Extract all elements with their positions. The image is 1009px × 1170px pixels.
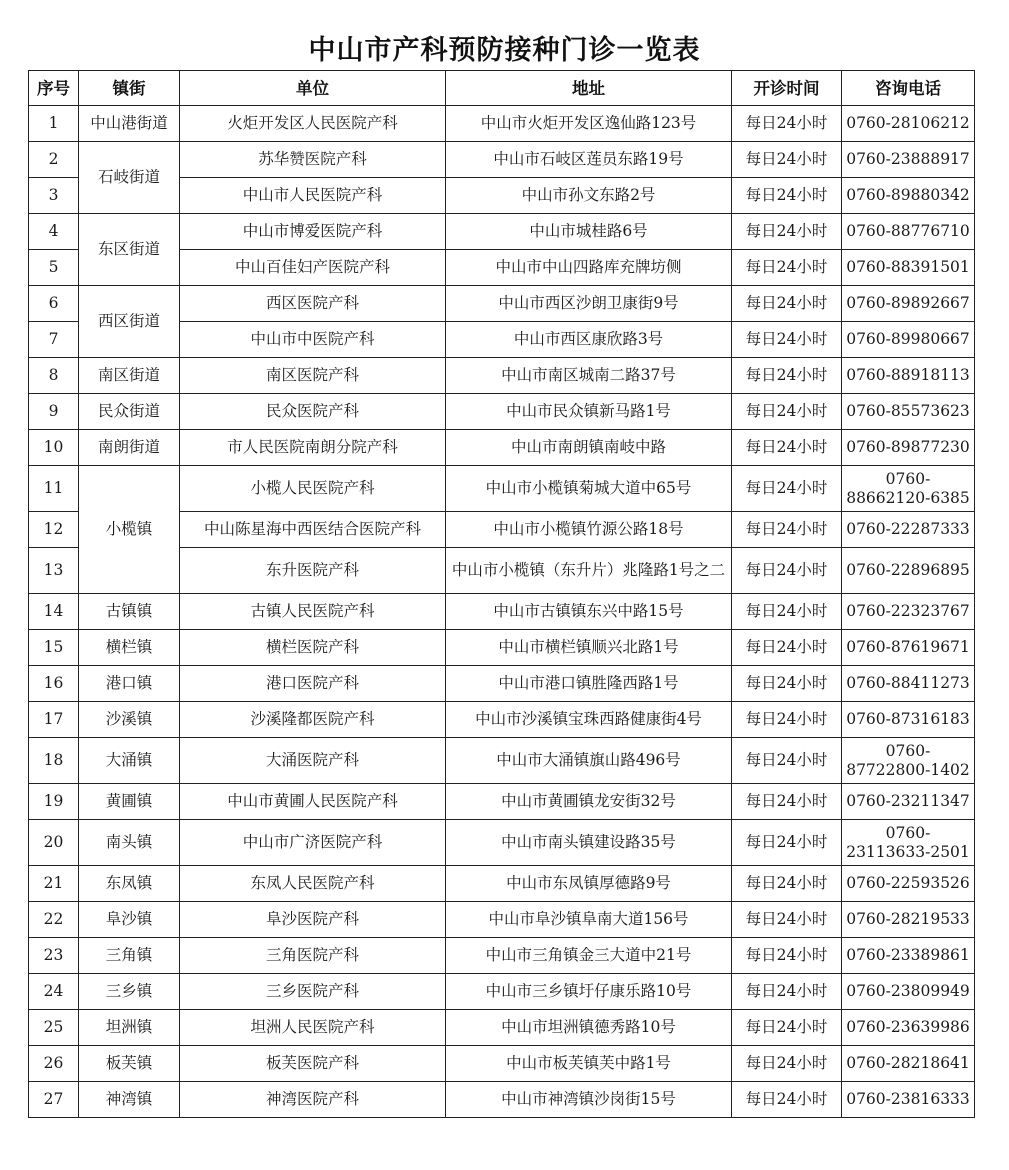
cell-no: 24 — [29, 974, 79, 1010]
cell-unit: 东升医院产科 — [180, 548, 446, 594]
cell-no: 18 — [29, 738, 79, 784]
page-title: 中山市产科预防接种门诊一览表 — [308, 35, 701, 66]
cell-no: 23 — [29, 938, 79, 974]
cell-no: 27 — [29, 1082, 79, 1118]
cell-hours: 每日24小时 — [732, 430, 842, 466]
cell-hours: 每日24小时 — [732, 594, 842, 630]
cell-unit: 大涌医院产科 — [180, 738, 446, 784]
cell-no: 22 — [29, 902, 79, 938]
cell-unit: 坦洲人民医院产科 — [180, 1010, 446, 1046]
cell-unit: 小榄人民医院产科 — [180, 466, 446, 512]
table-row — [29, 466, 975, 512]
table-row — [29, 702, 975, 738]
cell-hours: 每日24小时 — [732, 702, 842, 738]
cell-address: 中山市孙文东路2号 — [446, 178, 732, 214]
cell-address: 中山市黄圃镇龙安街32号 — [446, 784, 732, 820]
cell-unit: 市人民医院南朗分院产科 — [180, 430, 446, 466]
cell-hours: 每日24小时 — [732, 466, 842, 512]
cell-address: 中山市东凤镇厚德路9号 — [446, 866, 732, 902]
table-row — [29, 938, 975, 974]
cell-district: 大涌镇 — [79, 738, 180, 784]
cell-district: 坦洲镇 — [79, 1010, 180, 1046]
table-row — [29, 394, 975, 430]
cell-phone: 0760-22593526 — [842, 866, 975, 902]
cell-hours: 每日24小时 — [732, 666, 842, 702]
cell-hours: 每日24小时 — [732, 142, 842, 178]
cell-phone: 0760-23888917 — [842, 142, 975, 178]
table-row — [29, 430, 975, 466]
cell-hours: 每日24小时 — [732, 902, 842, 938]
cell-phone: 0760-87316183 — [842, 702, 975, 738]
cell-no: 10 — [29, 430, 79, 466]
cell-no: 11 — [29, 466, 79, 512]
cell-hours: 每日24小时 — [732, 548, 842, 594]
table-row — [29, 1082, 975, 1118]
cell-phone: 0760-23211347 — [842, 784, 975, 820]
header-no: 序号 — [29, 71, 79, 106]
cell-address: 中山市港口镇胜隆西路1号 — [446, 666, 732, 702]
cell-district: 港口镇 — [79, 666, 180, 702]
cell-unit: 苏华赞医院产科 — [180, 142, 446, 178]
cell-unit: 神湾医院产科 — [180, 1082, 446, 1118]
cell-phone: 0760-23113633-2501 — [842, 820, 975, 866]
cell-no: 25 — [29, 1010, 79, 1046]
cell-phone: 0760-88411273 — [842, 666, 975, 702]
cell-district: 东凤镇 — [79, 866, 180, 902]
cell-hours: 每日24小时 — [732, 322, 842, 358]
cell-address: 中山市小榄镇菊城大道中65号 — [446, 466, 732, 512]
cell-no: 26 — [29, 1046, 79, 1082]
cell-address: 中山市民众镇新马路1号 — [446, 394, 732, 430]
cell-unit: 火炬开发区人民医院产科 — [180, 106, 446, 142]
cell-unit: 西区医院产科 — [180, 286, 446, 322]
cell-no: 3 — [29, 178, 79, 214]
cell-address: 中山市西区沙朗卫康街9号 — [446, 286, 732, 322]
cell-address: 中山市横栏镇顺兴北路1号 — [446, 630, 732, 666]
cell-address: 中山市沙溪镇宝珠西路健康街4号 — [446, 702, 732, 738]
cell-address: 中山市神湾镇沙岗街15号 — [446, 1082, 732, 1118]
cell-phone: 0760-89980667 — [842, 322, 975, 358]
cell-no: 20 — [29, 820, 79, 866]
cell-unit: 东凤人民医院产科 — [180, 866, 446, 902]
cell-hours: 每日24小时 — [732, 938, 842, 974]
cell-unit: 民众医院产科 — [180, 394, 446, 430]
cell-address: 中山市火炬开发区逸仙路123号 — [446, 106, 732, 142]
cell-unit: 中山陈星海中西医结合医院产科 — [180, 512, 446, 548]
cell-unit: 中山市中医院产科 — [180, 322, 446, 358]
cell-phone: 0760-28106212 — [842, 106, 975, 142]
cell-district: 中山港街道 — [79, 106, 180, 142]
table-row — [29, 1010, 975, 1046]
cell-address: 中山市古镇镇东兴中路15号 — [446, 594, 732, 630]
cell-unit: 中山市黄圃人民医院产科 — [180, 784, 446, 820]
header-address: 地址 — [446, 71, 732, 106]
cell-hours: 每日24小时 — [732, 512, 842, 548]
table-row — [29, 286, 975, 322]
cell-hours: 每日24小时 — [732, 106, 842, 142]
cell-district: 民众街道 — [79, 394, 180, 430]
cell-unit: 横栏医院产科 — [180, 630, 446, 666]
cell-address: 中山市阜沙镇阜南大道156号 — [446, 902, 732, 938]
cell-hours: 每日24小时 — [732, 394, 842, 430]
cell-district: 南朗街道 — [79, 430, 180, 466]
cell-hours: 每日24小时 — [732, 1082, 842, 1118]
cell-phone: 0760-22323767 — [842, 594, 975, 630]
cell-unit: 中山市人民医院产科 — [180, 178, 446, 214]
cell-phone: 0760-28218641 — [842, 1046, 975, 1082]
cell-phone: 0760-23389861 — [842, 938, 975, 974]
cell-hours: 每日24小时 — [732, 820, 842, 866]
cell-phone: 0760-88391501 — [842, 250, 975, 286]
header-unit: 单位 — [180, 71, 446, 106]
cell-phone: 0760-28219533 — [842, 902, 975, 938]
cell-unit: 三乡医院产科 — [180, 974, 446, 1010]
cell-phone: 0760-85573623 — [842, 394, 975, 430]
table-row — [29, 738, 975, 784]
cell-address: 中山市大涌镇旗山路496号 — [446, 738, 732, 784]
cell-unit: 沙溪隆都医院产科 — [180, 702, 446, 738]
cell-district: 三角镇 — [79, 938, 180, 974]
cell-phone: 0760-88918113 — [842, 358, 975, 394]
cell-no: 7 — [29, 322, 79, 358]
cell-district: 板芙镇 — [79, 1046, 180, 1082]
cell-no: 8 — [29, 358, 79, 394]
cell-hours: 每日24小时 — [732, 214, 842, 250]
cell-no: 9 — [29, 394, 79, 430]
cell-district: 阜沙镇 — [79, 902, 180, 938]
table-row — [29, 820, 975, 866]
cell-phone: 0760-89880342 — [842, 178, 975, 214]
table-row — [29, 902, 975, 938]
cell-phone: 0760-23639986 — [842, 1010, 975, 1046]
cell-no: 17 — [29, 702, 79, 738]
cell-no: 15 — [29, 630, 79, 666]
header-hours: 开诊时间 — [732, 71, 842, 106]
clinic-table — [28, 70, 975, 1118]
cell-phone: 0760-87619671 — [842, 630, 975, 666]
table-row — [29, 866, 975, 902]
cell-no: 12 — [29, 512, 79, 548]
cell-district: 神湾镇 — [79, 1082, 180, 1118]
cell-phone: 0760-89877230 — [842, 430, 975, 466]
cell-district: 南头镇 — [79, 820, 180, 866]
cell-unit: 港口医院产科 — [180, 666, 446, 702]
table-row — [29, 666, 975, 702]
cell-district: 沙溪镇 — [79, 702, 180, 738]
cell-unit: 中山市博爱医院产科 — [180, 214, 446, 250]
cell-district: 南区街道 — [79, 358, 180, 394]
cell-unit: 南区医院产科 — [180, 358, 446, 394]
cell-hours: 每日24小时 — [732, 974, 842, 1010]
cell-no: 2 — [29, 142, 79, 178]
cell-no: 4 — [29, 214, 79, 250]
header-district: 镇街 — [79, 71, 180, 106]
cell-hours: 每日24小时 — [732, 738, 842, 784]
table-row — [29, 142, 975, 178]
header-phone: 咨询电话 — [842, 71, 975, 106]
table-row — [29, 1046, 975, 1082]
cell-district: 东区街道 — [79, 214, 180, 286]
cell-unit: 阜沙医院产科 — [180, 902, 446, 938]
cell-phone: 0760-23809949 — [842, 974, 975, 1010]
cell-no: 16 — [29, 666, 79, 702]
cell-unit: 板芙医院产科 — [180, 1046, 446, 1082]
cell-district: 三乡镇 — [79, 974, 180, 1010]
cell-address: 中山市石岐区莲员东路19号 — [446, 142, 732, 178]
cell-district: 小榄镇 — [79, 466, 180, 594]
table-row — [29, 106, 975, 142]
cell-hours: 每日24小时 — [732, 866, 842, 902]
table-row — [29, 784, 975, 820]
cell-hours: 每日24小时 — [732, 630, 842, 666]
cell-hours: 每日24小时 — [732, 178, 842, 214]
cell-hours: 每日24小时 — [732, 1010, 842, 1046]
cell-hours: 每日24小时 — [732, 250, 842, 286]
table-row — [29, 358, 975, 394]
cell-phone: 0760-23816333 — [842, 1082, 975, 1118]
cell-address: 中山市板芙镇芙中路1号 — [446, 1046, 732, 1082]
cell-hours: 每日24小时 — [732, 358, 842, 394]
table-header-row — [29, 71, 975, 106]
cell-phone: 0760-88776710 — [842, 214, 975, 250]
cell-address: 中山市三乡镇圩仔康乐路10号 — [446, 974, 732, 1010]
cell-unit: 三角医院产科 — [180, 938, 446, 974]
cell-address: 中山市南区城南二路37号 — [446, 358, 732, 394]
cell-district: 西区街道 — [79, 286, 180, 358]
cell-no: 19 — [29, 784, 79, 820]
cell-address: 中山市小榄镇竹源公路18号 — [446, 512, 732, 548]
cell-hours: 每日24小时 — [732, 286, 842, 322]
cell-hours: 每日24小时 — [732, 1046, 842, 1082]
table-row — [29, 214, 975, 250]
cell-no: 14 — [29, 594, 79, 630]
cell-phone: 0760-88662120-6385 — [842, 466, 975, 512]
cell-address: 中山市城桂路6号 — [446, 214, 732, 250]
cell-phone: 0760-87722800-1402 — [842, 738, 975, 784]
table-row — [29, 630, 975, 666]
cell-address: 中山市南头镇建设路35号 — [446, 820, 732, 866]
cell-phone: 0760-22287333 — [842, 512, 975, 548]
table-row — [29, 974, 975, 1010]
cell-address: 中山市中山四路库充牌坊侧 — [446, 250, 732, 286]
cell-address: 中山市三角镇金三大道中21号 — [446, 938, 732, 974]
table-row — [29, 594, 975, 630]
cell-district: 横栏镇 — [79, 630, 180, 666]
cell-hours: 每日24小时 — [732, 784, 842, 820]
cell-no: 21 — [29, 866, 79, 902]
cell-address: 中山市小榄镇（东升片）兆隆路1号之二 — [446, 548, 732, 594]
cell-district: 黄圃镇 — [79, 784, 180, 820]
cell-no: 1 — [29, 106, 79, 142]
cell-district: 石岐街道 — [79, 142, 180, 214]
cell-no: 5 — [29, 250, 79, 286]
cell-no: 13 — [29, 548, 79, 594]
cell-address: 中山市西区康欣路3号 — [446, 322, 732, 358]
cell-unit: 中山百佳妇产医院产科 — [180, 250, 446, 286]
cell-phone: 0760-22896895 — [842, 548, 975, 594]
cell-no: 6 — [29, 286, 79, 322]
cell-phone: 0760-89892667 — [842, 286, 975, 322]
cell-address: 中山市南朗镇南岐中路 — [446, 430, 732, 466]
cell-district: 古镇镇 — [79, 594, 180, 630]
cell-unit: 中山市广济医院产科 — [180, 820, 446, 866]
cell-address: 中山市坦洲镇德秀路10号 — [446, 1010, 732, 1046]
cell-unit: 古镇人民医院产科 — [180, 594, 446, 630]
